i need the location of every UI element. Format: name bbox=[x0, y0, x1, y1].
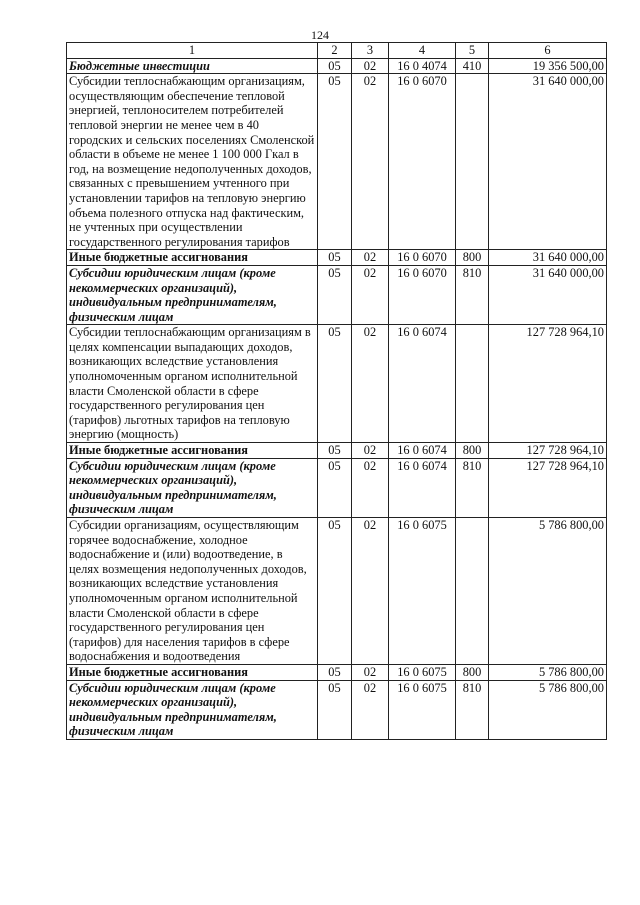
budget-table bbox=[66, 42, 607, 740]
row-name: Субсидии теплоснабжающим организациям, осуществляющим обеспечение тепловой энергией, теплоносителем потребителей тепловой энергии не менее чем в 40 городских и сельских поселениях Смоленской области в объеме не менее 1 100 000 Гкал в год, на возмещение недополученных доходов, связанных с превышением учтенного при установлении тарифов на тепловую энергию объема полезного отпуска над фактическим, не учтенных при осуществлении государственного регулирования тарифов bbox=[67, 74, 318, 250]
row-section: 05 bbox=[318, 250, 352, 266]
page-number: 124 bbox=[311, 28, 329, 42]
row-section: 05 bbox=[318, 458, 352, 517]
row-target-code: 16 0 6074 bbox=[389, 443, 456, 459]
row-target-code: 16 0 6070 bbox=[389, 74, 456, 250]
row-subsection: 02 bbox=[352, 265, 389, 324]
row-target-code: 16 0 6075 bbox=[389, 664, 456, 680]
row-section: 05 bbox=[318, 518, 352, 665]
row-amount: 127 728 964,10 bbox=[489, 443, 607, 459]
row-expense-type: 810 bbox=[456, 265, 489, 324]
row-subsection: 02 bbox=[352, 680, 389, 739]
row-subsection: 02 bbox=[352, 458, 389, 517]
row-expense-type bbox=[456, 325, 489, 443]
table-row bbox=[67, 250, 607, 266]
row-amount: 127 728 964,10 bbox=[489, 325, 607, 443]
row-target-code: 16 0 6070 bbox=[389, 250, 456, 266]
row-target-code: 16 0 6074 bbox=[389, 325, 456, 443]
row-section: 05 bbox=[318, 74, 352, 250]
row-name: Бюджетные инвестиции bbox=[67, 58, 318, 74]
row-section: 05 bbox=[318, 265, 352, 324]
row-subsection: 02 bbox=[352, 664, 389, 680]
row-subsection: 02 bbox=[352, 518, 389, 665]
row-section: 05 bbox=[318, 680, 352, 739]
table-row bbox=[67, 458, 607, 517]
table-row bbox=[67, 443, 607, 459]
table-body bbox=[67, 58, 607, 739]
row-amount: 19 356 500,00 bbox=[489, 58, 607, 74]
row-amount: 31 640 000,00 bbox=[489, 265, 607, 324]
row-amount: 127 728 964,10 bbox=[489, 458, 607, 517]
table-row bbox=[67, 664, 607, 680]
row-name: Субсидии юридическим лицам (кроме некоммерческих организаций), индивидуальным предпринимателям, физическим лицам bbox=[67, 458, 318, 517]
row-amount: 31 640 000,00 bbox=[489, 74, 607, 250]
row-name: Субсидии организациям, осуществляющим горячее водоснабжение, холодное водоснабжение и (или) водоотведение, в целях возмещения недополученных доходов, возникающих вследствие установления уполномоченным органом исполнительной власти Смоленской области в сфере государственного регулирования цен (тарифов) для населения тарифов в сфере водоснабжения и водоотведения bbox=[67, 518, 318, 665]
table-row bbox=[67, 518, 607, 665]
row-target-code: 16 0 6070 bbox=[389, 265, 456, 324]
row-name: Субсидии юридическим лицам (кроме некоммерческих организаций), индивидуальным предпринимателям, физическим лицам bbox=[67, 265, 318, 324]
row-expense-type bbox=[456, 74, 489, 250]
row-expense-type: 410 bbox=[456, 58, 489, 74]
row-name: Субсидии юридическим лицам (кроме некоммерческих организаций), индивидуальным предпринимателям, физическим лицам bbox=[67, 680, 318, 739]
row-amount: 5 786 800,00 bbox=[489, 664, 607, 680]
row-name: Субсидии теплоснабжающим организациям в целях компенсации выпадающих доходов, возникающих вследствие установления уполномоченным органом исполнительной власти Смоленской области в сфере государственного регулирования цен (тарифов) льготных тарифов на тепловую энергию (мощность) bbox=[67, 325, 318, 443]
column-header: 4 bbox=[389, 43, 456, 59]
column-header: 3 bbox=[352, 43, 389, 59]
row-subsection: 02 bbox=[352, 58, 389, 74]
row-expense-type: 810 bbox=[456, 458, 489, 517]
row-expense-type: 800 bbox=[456, 250, 489, 266]
row-target-code: 16 0 6075 bbox=[389, 680, 456, 739]
row-name: Иные бюджетные ассигнования bbox=[67, 250, 318, 266]
row-section: 05 bbox=[318, 443, 352, 459]
row-subsection: 02 bbox=[352, 325, 389, 443]
row-section: 05 bbox=[318, 58, 352, 74]
column-header: 5 bbox=[456, 43, 489, 59]
table-row bbox=[67, 58, 607, 74]
table-row bbox=[67, 74, 607, 250]
row-amount: 5 786 800,00 bbox=[489, 518, 607, 665]
row-target-code: 16 0 6074 bbox=[389, 458, 456, 517]
row-amount: 31 640 000,00 bbox=[489, 250, 607, 266]
row-expense-type: 810 bbox=[456, 680, 489, 739]
row-target-code: 16 0 6075 bbox=[389, 518, 456, 665]
row-name: Иные бюджетные ассигнования bbox=[67, 443, 318, 459]
row-name: Иные бюджетные ассигнования bbox=[67, 664, 318, 680]
row-subsection: 02 bbox=[352, 74, 389, 250]
column-header: 1 bbox=[67, 43, 318, 59]
row-amount: 5 786 800,00 bbox=[489, 680, 607, 739]
column-header: 2 bbox=[318, 43, 352, 59]
table-row bbox=[67, 680, 607, 739]
row-expense-type bbox=[456, 518, 489, 665]
row-target-code: 16 0 4074 bbox=[389, 58, 456, 74]
row-section: 05 bbox=[318, 325, 352, 443]
table-row bbox=[67, 325, 607, 443]
row-subsection: 02 bbox=[352, 250, 389, 266]
row-subsection: 02 bbox=[352, 443, 389, 459]
table-row bbox=[67, 265, 607, 324]
row-section: 05 bbox=[318, 664, 352, 680]
row-expense-type: 800 bbox=[456, 664, 489, 680]
column-header: 6 bbox=[489, 43, 607, 59]
row-expense-type: 800 bbox=[456, 443, 489, 459]
table-header-row bbox=[67, 43, 607, 59]
